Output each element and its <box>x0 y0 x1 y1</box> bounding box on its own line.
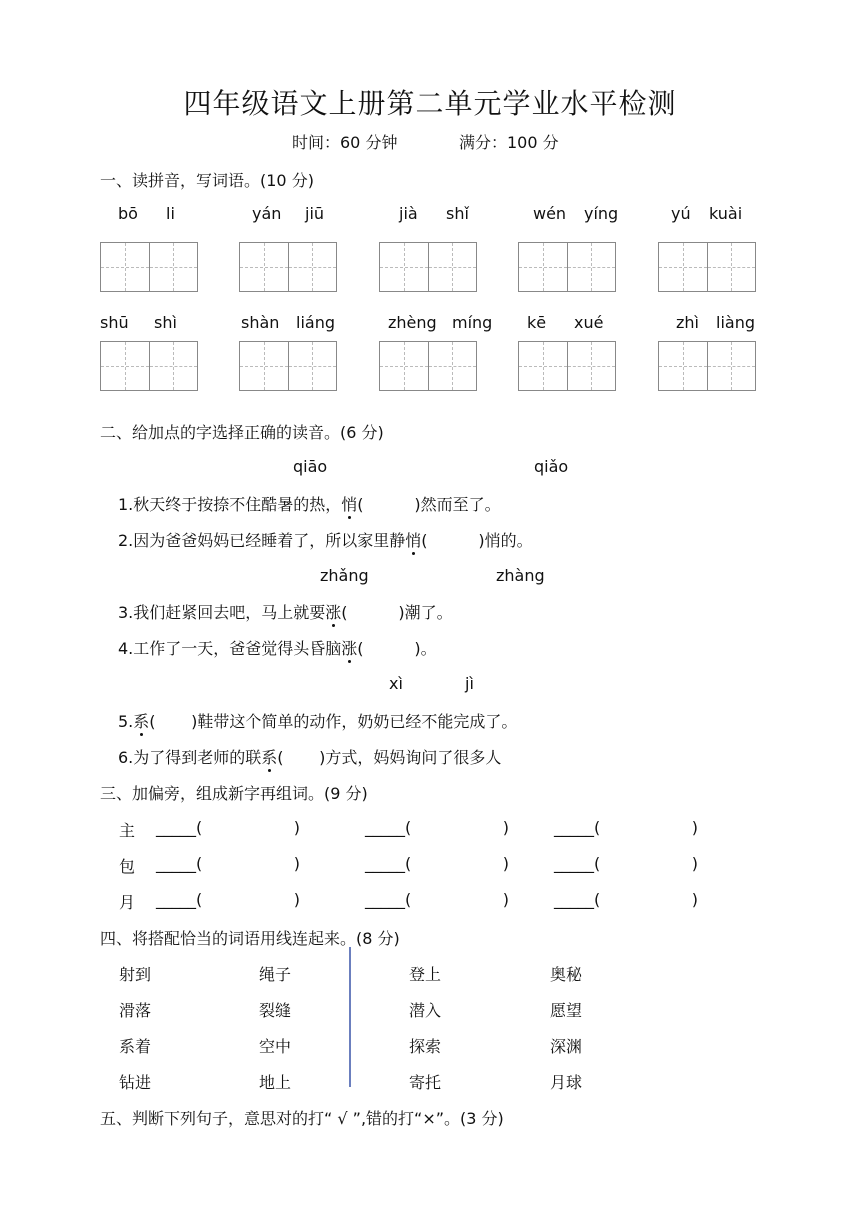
writing-grid[interactable] <box>658 242 756 292</box>
writing-grid[interactable] <box>100 341 198 391</box>
section5-heading: 五、判断下列句子，意思对的打“ √ ”,错的打“×”。(3 分) <box>100 1109 504 1128</box>
question-1 <box>118 492 501 515</box>
question-6 <box>118 745 501 768</box>
base-char: 包 <box>119 857 136 876</box>
pinyin: kuài <box>709 204 743 223</box>
fill-blank[interactable]: _____( ) <box>156 890 301 909</box>
question-text: 1.秋天终于按捺不住酷暑的热， <box>118 495 342 514</box>
answer-blank[interactable]: ( )。 <box>357 639 437 658</box>
dotted-char: 悄 <box>341 492 357 515</box>
fill-blank[interactable]: _____( ) <box>365 818 510 837</box>
question-text: 3.我们赶紧回去吧，马上就要 <box>118 603 326 622</box>
match-word[interactable]: 系着 <box>119 1037 152 1056</box>
question-text: 6.为了得到老师的联 <box>118 748 262 767</box>
dotted-char: 涨 <box>341 636 357 659</box>
pinyin: jià <box>399 204 418 223</box>
base-char: 月 <box>119 893 136 912</box>
question-text: 5. <box>118 712 134 731</box>
pinyin: shì <box>154 313 177 332</box>
dotted-char: 系 <box>133 709 149 732</box>
pinyin: zhì <box>676 313 699 332</box>
fill-blank[interactable]: _____( ) <box>554 854 699 873</box>
answer-blank[interactable]: ( )潮了。 <box>341 603 453 622</box>
match-word[interactable]: 月球 <box>550 1073 583 1092</box>
match-word[interactable]: 绳子 <box>259 965 292 984</box>
answer-blank[interactable]: ( )然而至了。 <box>357 495 501 514</box>
match-word[interactable]: 奥秘 <box>550 965 583 984</box>
question-4 <box>118 636 437 659</box>
fill-blank[interactable]: _____( ) <box>554 818 699 837</box>
question-5 <box>118 709 517 732</box>
question-text: 4.工作了一天，爸爸觉得头昏脑 <box>118 639 342 658</box>
pinyin-option: qiāo <box>293 457 328 476</box>
match-word[interactable]: 愿望 <box>550 1001 583 1020</box>
base-char: 主 <box>119 821 136 840</box>
writing-grid[interactable] <box>518 341 616 391</box>
pinyin-option: zhàng <box>496 566 545 585</box>
fill-blank[interactable]: _____( ) <box>156 854 301 873</box>
question-text: 2.因为爸爸妈妈已经睡着了，所以家里静 <box>118 531 406 550</box>
answer-blank[interactable]: ( )悄的。 <box>421 531 533 550</box>
match-word[interactable]: 滑落 <box>119 1001 152 1020</box>
match-word[interactable]: 登上 <box>409 965 442 984</box>
pinyin: liàng <box>716 313 755 332</box>
answer-blank[interactable]: ( )方式，妈妈询问了很多人 <box>277 748 502 767</box>
question-2 <box>118 528 533 551</box>
section1-heading: 一、读拼音，写词语。(10 分) <box>100 171 314 190</box>
section4-heading: 四、将搭配恰当的词语用线连起来。(8 分) <box>100 929 400 948</box>
writing-grid[interactable] <box>658 341 756 391</box>
pinyin-option: xì <box>389 674 403 693</box>
question-3 <box>118 600 453 623</box>
pinyin: shū <box>100 313 129 332</box>
pinyin: yíng <box>584 204 619 223</box>
pinyin: jiū <box>305 204 325 223</box>
pinyin: yán <box>252 204 282 223</box>
pinyin: zhèng <box>388 313 437 332</box>
dotted-char: 系 <box>261 745 277 768</box>
match-word[interactable]: 地上 <box>259 1073 292 1092</box>
fill-blank[interactable]: _____( ) <box>365 854 510 873</box>
page-title: 四年级语文上册第二单元学业水平检测 <box>183 87 677 120</box>
writing-grid[interactable] <box>239 242 337 292</box>
fill-blank[interactable]: _____( ) <box>365 890 510 909</box>
match-word[interactable]: 钻进 <box>119 1073 152 1092</box>
match-word[interactable]: 空中 <box>259 1037 292 1056</box>
time-info: 时间：60 分钟 <box>292 133 398 152</box>
pinyin: shǐ <box>446 204 469 223</box>
match-word[interactable]: 潜入 <box>409 1001 442 1020</box>
pinyin: liáng <box>296 313 335 332</box>
pinyin-option: zhǎng <box>320 566 369 585</box>
divider-line <box>349 947 351 1087</box>
match-word[interactable]: 深渊 <box>550 1037 583 1056</box>
dotted-char: 悄 <box>405 528 421 551</box>
dotted-char: 涨 <box>325 600 341 623</box>
fill-blank[interactable]: _____( ) <box>554 890 699 909</box>
match-word[interactable]: 射到 <box>119 965 152 984</box>
writing-grid[interactable] <box>518 242 616 292</box>
fill-blank[interactable]: _____( ) <box>156 818 301 837</box>
pinyin: míng <box>452 313 493 332</box>
section2-heading: 二、给加点的字选择正确的读音。(6 分) <box>100 423 384 442</box>
section3-heading: 三、加偏旁，组成新字再组词。(9 分) <box>100 784 368 803</box>
score-info: 满分：100 分 <box>459 133 559 152</box>
writing-grid[interactable] <box>100 242 198 292</box>
pinyin: li <box>166 204 175 223</box>
pinyin: xué <box>574 313 604 332</box>
pinyin: yú <box>671 204 691 223</box>
pinyin: kē <box>527 313 547 332</box>
pinyin: bō <box>118 204 138 223</box>
pinyin-option: jì <box>465 674 474 693</box>
match-word[interactable]: 寄托 <box>409 1073 442 1092</box>
writing-grid[interactable] <box>379 341 477 391</box>
answer-blank[interactable]: ( )鞋带这个简单的动作，奶奶已经不能完成了。 <box>149 712 518 731</box>
writing-grid[interactable] <box>379 242 477 292</box>
pinyin-option: qiǎo <box>534 457 569 476</box>
match-word[interactable]: 探索 <box>409 1037 442 1056</box>
pinyin: wén <box>533 204 567 223</box>
writing-grid[interactable] <box>239 341 337 391</box>
match-word[interactable]: 裂缝 <box>259 1001 292 1020</box>
pinyin: shàn <box>241 313 280 332</box>
